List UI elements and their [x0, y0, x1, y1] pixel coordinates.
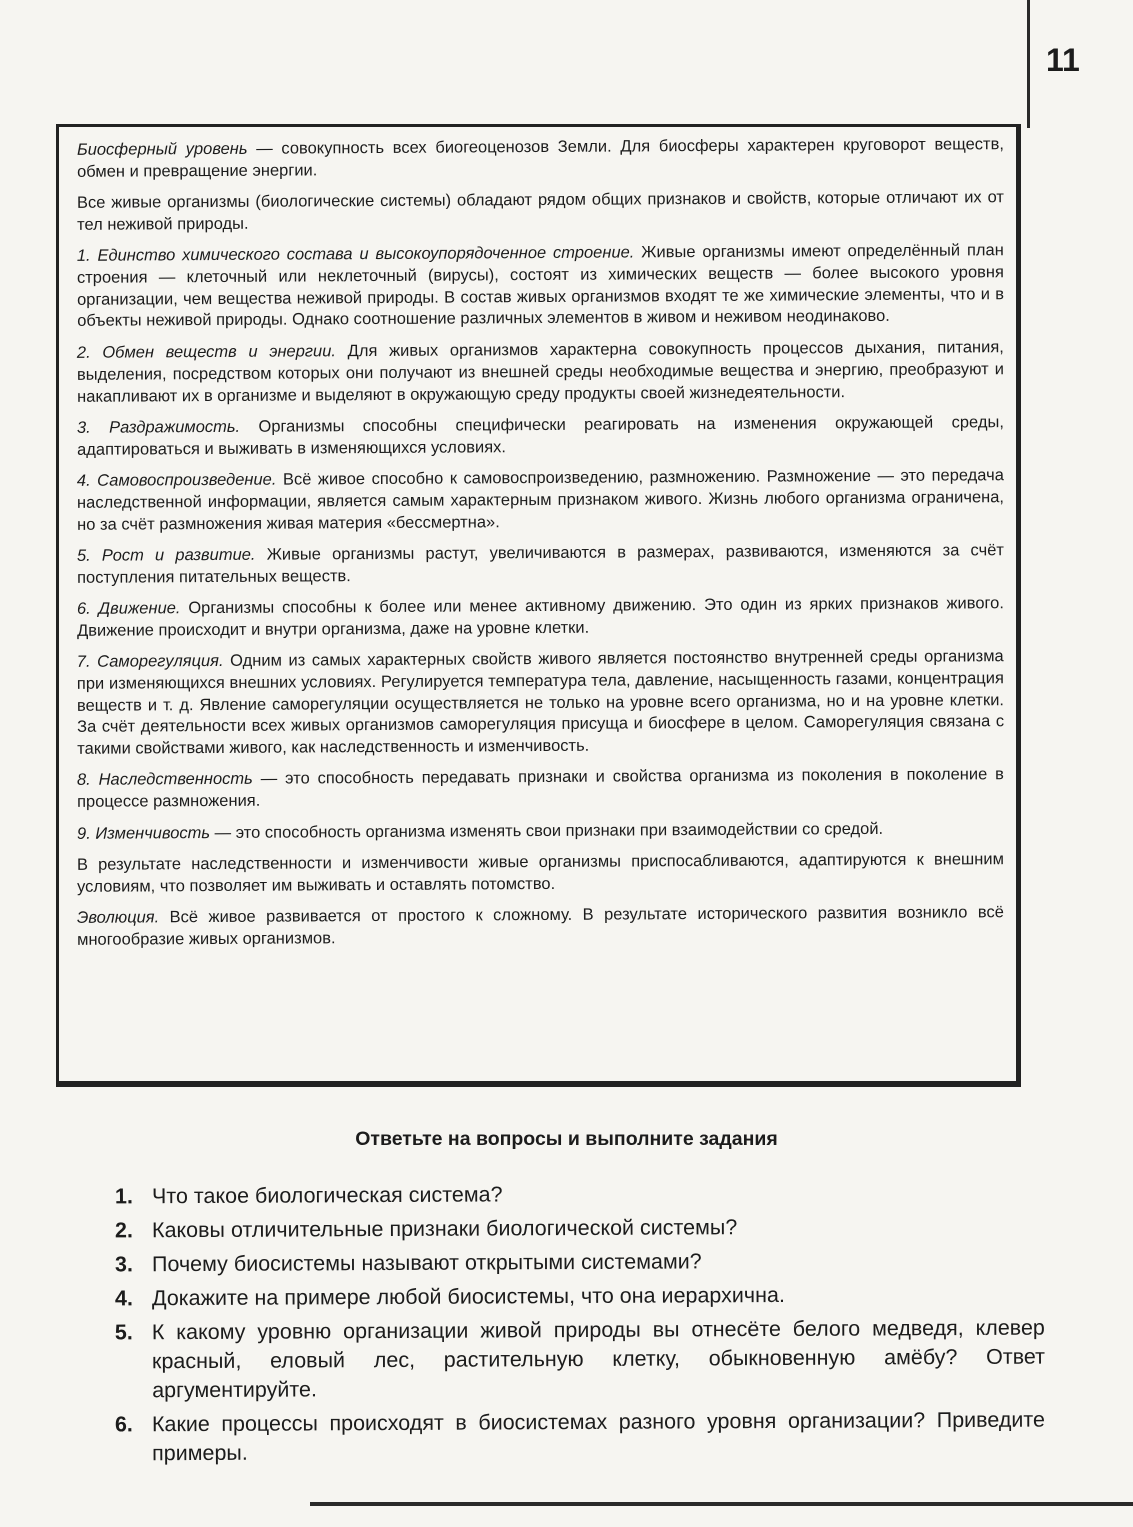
task-text: Какие процессы происходят в биосистемах разного уровня организации? Приведите примеры. [151, 1407, 1045, 1466]
theory-text [77, 137, 1004, 958]
task-number: 5. [114, 1320, 133, 1345]
paragraph-chemical-composition: 1. Единство химического состава и высокоупорядоченное строение. Живые организмы имеют определённый план строения — клеточный или неклеточный (вирусы), состоят из химических веществ — более высокого уровня организации, чем вещества неживой природы. В состав живых организмов входят те же химические элементы, что и в объекты неживой природы. Однако соотношение различных элементов в живом и неживом неодинаково. [76, 241, 1005, 331]
paragraph-reproduction: 4. Самовоспроизведение. Всё живое способно к самовоспроизведению, размножению. Размножение — это передача наследственной информации, является самым характерным признаком живого. Жизнь любого организма ограничена, но за счёт размножения живая материя «бессмертна». [76, 466, 1005, 534]
task-number: 2. [114, 1218, 134, 1243]
theory-box [56, 124, 1021, 1087]
paragraph-irritability: 3. Раздражимость. Организмы способны специфически реагировать на изменения окружающей среды, адаптироваться и выживать в изменяющихся условиях. [76, 412, 1004, 459]
paragraph-heredity: 8. Наследственность — это способность передавать признаки и свойства организма из поколения в поколение в процессе размножения. [76, 765, 1004, 812]
paragraph-movement: 6. Движение. Организмы способны к более или менее активному движению. Это один из ярких признаков живого. Движение происходит и внутри организма, даже на уровне клетки. [76, 594, 1004, 640]
tasks-heading: Ответьте на вопросы и выполните задания [355, 1128, 778, 1150]
paragraph-intro-properties: Все живые организмы (биологические системы) обладают рядом общих признаков и свойств, которые отличают их от тел неживой природы. [76, 188, 1004, 234]
footer-rule [310, 1502, 1133, 1506]
paragraph-growth: 5. Рост и развитие. Живые организмы растут, увеличиваются в размерах, развиваются, изменяются за счёт поступления питательных веществ. [76, 540, 1004, 587]
paragraph-variability: 9. Изменчивость — это способность организма изменять свои признаки при взаимодействии со средой. [76, 819, 884, 843]
task-number: 6. [114, 1412, 133, 1437]
task-text: Что такое биологическая система? [151, 1182, 503, 1209]
task-item [115, 1314, 1045, 1406]
paragraph-self-regulation: 7. Саморегуляция. Одним из самых характерных свойств живого является постоянство внутренней среды организма при изменяющихся внешних условиях. Регулируется температура тела, давление, насыщенность газами, концентрация веществ и т. д. Явление саморегуляции осуществляется не только на уровне всего организма, но и на уровне клетки. За счёт деятельности всех живых организмов саморегуляция присуща и биосфере в целом. Саморегуляция связана с такими свойствами живого, как наследственность и изменчивость. [76, 647, 1005, 758]
page-number: 11 [1046, 42, 1080, 78]
task-text: Почему биосистемы называют открытыми системами? [151, 1249, 702, 1277]
task-number: 4. [114, 1286, 134, 1311]
task-list [115, 1180, 1045, 1471]
task-text: К какому уровню организации живой природы вы отнесёте белого медведя, клевер красный, еловый лес, растительную клетку, обыкновенную амёбу? Ответ аргументируйте. [151, 1315, 1046, 1403]
paragraph-evolution: Эволюция. Всё живое развивается от простого к сложному. В результате исторического развития возникло всё многообразие живых организмов. [76, 903, 1004, 949]
task-number: 1. [114, 1184, 134, 1209]
task-item [115, 1406, 1045, 1469]
task-item [115, 1212, 1045, 1246]
paragraph-biosphere-level: Биосферный уровень — совокупность всех биогеоценозов Земли. Для биосферы характерен круговорот веществ, обмен и превращение энергии. [76, 135, 1004, 181]
task-number: 3. [114, 1252, 134, 1277]
task-text: Каковы отличительные признаки биологической системы? [151, 1215, 738, 1243]
paragraph-metabolism: 2. Обмен веществ и энергии. Для живых организмов характерна совокупность процессов дыхания, питания, выделения, посредством которых они получают из внешней среды необходимые вещества и энергию, преобразуют и накапливают их в организме и выделяют в окружающую среду продукты своей жизнедеятельности. [76, 338, 1005, 406]
page-header-rule [1027, 0, 1030, 128]
task-item [115, 1280, 1045, 1314]
task-item [115, 1178, 1045, 1212]
task-text: Докажите на примере любой биосистемы, что она иерархична. [151, 1282, 785, 1311]
task-item [115, 1246, 1045, 1280]
paragraph-adaptation: В результате наследственности и изменчивости живые организмы приспосабливаются, адаптируются к внешним условиям, что позволяет им выживать и оставлять потомство. [76, 849, 1004, 896]
